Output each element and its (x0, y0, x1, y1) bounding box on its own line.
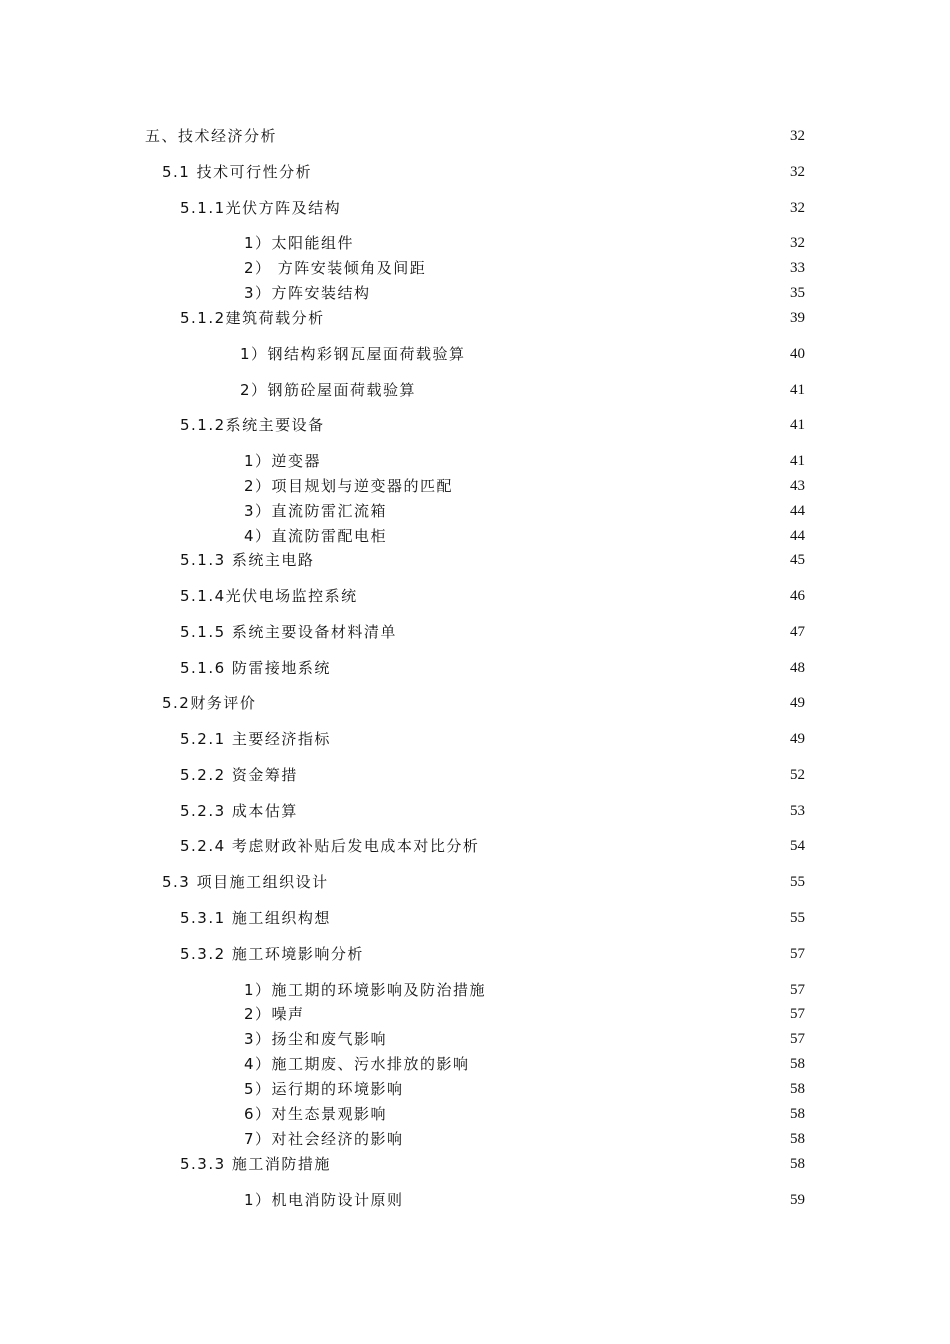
toc-entry-label: 2）钢筋砼屋面荷载验算 (240, 381, 417, 399)
toc-entry-page: 53 (790, 803, 805, 819)
toc-entry-page: 45 (790, 552, 805, 568)
toc-entry[interactable] (0, 306, 950, 330)
toc-entry-label: 5.2.1 主要经济指标 (180, 730, 331, 748)
toc-entry[interactable] (0, 281, 950, 305)
toc-entry-label: 5.2.4 考虑财政补贴后发电成本对比分析 (180, 837, 480, 855)
toc-entry[interactable] (0, 763, 950, 787)
toc-entry-page: 46 (790, 588, 805, 604)
toc-entry-label: 5.1.2建筑荷载分析 (180, 309, 325, 327)
toc-entry-label: 2） 方阵安装倾角及间距 (244, 259, 427, 277)
toc-entry-label: 3）方阵安装结构 (244, 284, 371, 302)
toc-entry-page: 58 (790, 1156, 805, 1172)
toc-entry-label: 4）直流防雷配电柜 (244, 527, 388, 545)
toc-entry-label: 3）扬尘和废气影响 (244, 1030, 388, 1048)
toc-entry-page: 48 (790, 660, 805, 676)
toc-entry[interactable] (0, 1152, 950, 1176)
toc-entry[interactable] (0, 1102, 950, 1126)
toc-entry-page: 54 (790, 838, 805, 854)
toc-entry[interactable] (0, 342, 950, 366)
toc-entry[interactable] (0, 449, 950, 473)
toc-entry[interactable] (0, 1052, 950, 1076)
toc-entry-label: 3）直流防雷汇流箱 (244, 502, 388, 520)
toc-entry[interactable] (0, 1027, 950, 1051)
toc-entry-page: 55 (790, 874, 805, 890)
toc-entry[interactable] (0, 906, 950, 930)
toc-entry-label: 4）施工期废、污水排放的影响 (244, 1055, 470, 1073)
toc-entry-page: 43 (790, 478, 805, 494)
toc-entry[interactable] (0, 413, 950, 437)
toc-entry[interactable] (0, 799, 950, 823)
toc-entry-page: 58 (790, 1056, 805, 1072)
toc-entry-label: 5.1.5 系统主要设备材料清单 (180, 623, 397, 641)
toc-entry-page: 57 (790, 946, 805, 962)
toc-entry-label: 5.3 项目施工组织设计 (162, 873, 329, 891)
toc-entry-label: 5.2.2 资金筹措 (180, 766, 298, 784)
toc-entry[interactable] (0, 978, 950, 1002)
toc-entry[interactable] (0, 548, 950, 572)
toc-entry-page: 49 (790, 695, 805, 711)
toc-entry-label: 5.3.1 施工组织构想 (180, 909, 331, 927)
toc-entry[interactable] (0, 499, 950, 523)
toc-entry[interactable] (0, 124, 950, 148)
toc-entry-page: 58 (790, 1131, 805, 1147)
toc-entry[interactable] (0, 474, 950, 498)
toc-entry-page: 49 (790, 731, 805, 747)
toc-entry[interactable] (0, 378, 950, 402)
toc-entry[interactable] (0, 691, 950, 715)
toc-entry-label: 五、技术经济分析 (145, 127, 278, 145)
toc-entry-label: 5.1 技术可行性分析 (162, 163, 313, 181)
toc-entry-label: 5.2.3 成本估算 (180, 802, 298, 820)
toc-entry[interactable] (0, 584, 950, 608)
toc-entry-label: 5.1.4光伏电场监控系统 (180, 587, 358, 605)
toc-entry-label: 6）对生态景观影响 (244, 1105, 388, 1123)
toc-entry[interactable] (0, 870, 950, 894)
toc-entry-page: 32 (790, 235, 805, 251)
toc-entry[interactable] (0, 1127, 950, 1151)
toc-entry-page: 44 (790, 528, 805, 544)
toc-entry-label: 5.1.3 系统主电路 (180, 551, 315, 569)
toc-entry-label: 5.1.6 防雷接地系统 (180, 659, 331, 677)
toc-entry-label: 2）项目规划与逆变器的匹配 (244, 477, 454, 495)
toc-entry-page: 58 (790, 1081, 805, 1097)
toc-entry-page: 32 (790, 128, 805, 144)
toc-entry[interactable] (0, 727, 950, 751)
toc-entry[interactable] (0, 1002, 950, 1026)
toc-entry-page: 59 (790, 1192, 805, 1208)
toc-entry[interactable] (0, 196, 950, 220)
toc-entry-page: 35 (790, 285, 805, 301)
toc-entry-page: 41 (790, 453, 805, 469)
toc-entry-page: 32 (790, 164, 805, 180)
toc-entry-page: 32 (790, 200, 805, 216)
toc-entry-label: 7）对社会经济的影响 (244, 1130, 404, 1148)
toc-entry[interactable] (0, 656, 950, 680)
toc-entry-label: 5）运行期的环境影响 (244, 1080, 404, 1098)
toc-entry-label: 1）钢结构彩钢瓦屋面荷载验算 (240, 345, 466, 363)
toc-entry-label: 5.1.1光伏方阵及结构 (180, 199, 342, 217)
toc-entry-page: 52 (790, 767, 805, 783)
toc-entry-page: 33 (790, 260, 805, 276)
toc-entry-page: 40 (790, 346, 805, 362)
toc-entry-label: 1）施工期的环境影响及防治措施 (244, 981, 487, 999)
toc-entry-page: 55 (790, 910, 805, 926)
toc-entry-label: 2）噪声 (244, 1005, 305, 1023)
toc-entry-page: 57 (790, 982, 805, 998)
toc-entry[interactable] (0, 256, 950, 280)
toc-entry[interactable] (0, 524, 950, 548)
toc-entry[interactable] (0, 160, 950, 184)
toc-entry[interactable] (0, 942, 950, 966)
toc-entry-label: 5.1.2系统主要设备 (180, 416, 325, 434)
toc-entry[interactable] (0, 1188, 950, 1212)
toc-entry-label: 1）逆变器 (244, 452, 322, 470)
toc-entry-page: 57 (790, 1006, 805, 1022)
toc-entry-page: 41 (790, 417, 805, 433)
toc-entry-page: 57 (790, 1031, 805, 1047)
toc-entry-page: 58 (790, 1106, 805, 1122)
toc-entry-page: 44 (790, 503, 805, 519)
toc-entry-page: 41 (790, 382, 805, 398)
toc-entry-page: 47 (790, 624, 805, 640)
toc-entry-label: 1）太阳能组件 (244, 234, 355, 252)
toc-entry-label: 1）机电消防设计原则 (244, 1191, 404, 1209)
toc-entry-label: 5.3.3 施工消防措施 (180, 1155, 331, 1173)
toc-entry-label: 5.3.2 施工环境影响分析 (180, 945, 364, 963)
toc-entry[interactable] (0, 231, 950, 255)
toc-entry-page: 39 (790, 310, 805, 326)
toc-entry[interactable] (0, 1077, 950, 1101)
toc-entry[interactable] (0, 620, 950, 644)
toc-entry-label: 5.2财务评价 (162, 694, 257, 712)
toc-entry[interactable] (0, 834, 950, 858)
